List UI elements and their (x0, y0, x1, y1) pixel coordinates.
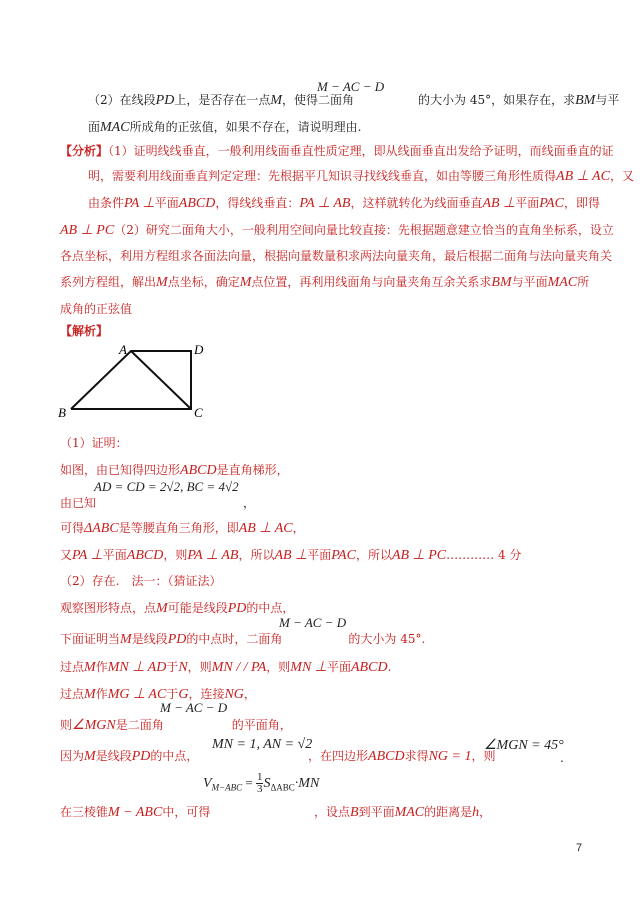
dihedral-angle-label-3: M − AC − D (160, 700, 228, 715)
one-third-fraction: $\frac{1}{3}$ (256, 771, 263, 795)
proof-line-1: 如图，由已知得四边形ABCD是直角梯形， (60, 463, 289, 478)
proof-line-3: 可得ΔABC是等腰直角三角形，即AB ⊥ AC， (60, 521, 305, 536)
vertex-c-label: C (194, 405, 203, 420)
part-2-line-6: 因为M是线段PD的中点， (60, 749, 199, 764)
page-number: 7 (576, 842, 583, 854)
vertex-a-label: A (119, 342, 127, 357)
dihedral-angle-label-2: M − AC − D (279, 615, 347, 630)
part-2-heading: （2）存在. 法一：（猜证法） (60, 574, 222, 588)
proof-line-4: 又PA ⊥平面ABCD，则PA ⊥ AB，所以AB ⊥平面PAC，所以AB ⊥ PC………… 4 分 (60, 548, 522, 563)
volume-formula: $V_{M-ABC}$ = $\frac{1}{3}$ $S_{\Delta ABC}\cdot MN$ (203, 771, 320, 795)
proof-line-2-comma: ， (243, 496, 256, 510)
trapezoid-figure (55, 340, 215, 425)
trapezoid-outline (71, 351, 191, 409)
part-2-line-7: 在三棱锥M − ABC中，可得 (60, 805, 211, 820)
proof-1-heading: （1）证明： (60, 436, 128, 450)
mn-an-equation: MN = 1, AN = √2 (212, 737, 313, 752)
part-2-line-1: 观察图形特点，点M可能是线段PD的中点， (60, 601, 295, 616)
analysis-line-1: 【分析】（1）证明线线垂直，一般利用线面垂直性质定理，即从线面垂直出发给予证明，而线面垂直的证 (60, 144, 614, 158)
analysis-line-4: AB ⊥ PC（2）研究二面角大小，一般利用空间向量比较直接：先根据题意建立恰当的直角坐标系，设立 (60, 223, 614, 238)
diagonal-ac (131, 351, 191, 409)
angle-mgn-equation: ∠MGN = 45° (484, 738, 564, 753)
dihedral-angle-label: M − AC − D (317, 79, 385, 94)
part-2-line-6-period: . (560, 751, 564, 765)
vertex-b-label: B (58, 405, 66, 420)
analysis-tag: 【分析】 (60, 144, 109, 158)
question-2-line-2: 面MAC所成角的正弦值，如果不存在，请说明理由. (88, 120, 362, 135)
given-lengths-equation: AD = CD = 2√2, BC = 4√2 (94, 479, 239, 494)
part-2-line-4: 过点M作MG ⊥ AC于G，连接NG， (60, 687, 256, 702)
analysis-line-3: 由条件PA ⊥平面ABCD，得线线垂直：PA ⊥ AB，这样就转化为线面垂直AB ⊥平面PAC，即得 (88, 196, 600, 211)
part-2-line-3: 过点M作MN ⊥ AD于N，则MN / / PA，则MN ⊥平面ABCD. (60, 660, 392, 675)
part-2-line-5: 则∠MGN是二面角 的平面角， (60, 718, 292, 733)
analysis-line-6: 系列方程组，解出M点坐标，确定M点位置，再利用线面角与向量夹角互余关系求BM与平面MAC所 (60, 275, 590, 290)
analysis-line-5: 各点坐标，利用方程组求各面法向量，根据向量数量积求两法向量夹角，最后根据二面角与法向量夹角关 (60, 249, 613, 263)
part-2-line-7b: ，设点B到平面MAC的距离是h， (314, 805, 492, 820)
part-2-line-2: 下面证明当M是线段PD的中点时，二面角 的大小为 45°. (60, 632, 426, 647)
analysis-line-2: 明，需要利用线面垂直判定定理：先根据平几知识寻找线线垂直，如由等腰三角形性质得AB ⊥ AC，又 (88, 169, 634, 184)
part-2-line-6b: ，在四边形ABCD求得NG = 1，则 (308, 749, 496, 764)
proof-line-2: 由已知 (60, 496, 97, 510)
solution-tag: 【解析】 (60, 324, 109, 338)
question-2-line-1: （2）在线段PD上，是否存在一点M，使得二面角 的大小为 45°，如果存在，求BM与平 (88, 93, 620, 108)
vertex-d-label: D (194, 342, 204, 357)
analysis-line-7: 成角的正弦值 (60, 302, 133, 316)
